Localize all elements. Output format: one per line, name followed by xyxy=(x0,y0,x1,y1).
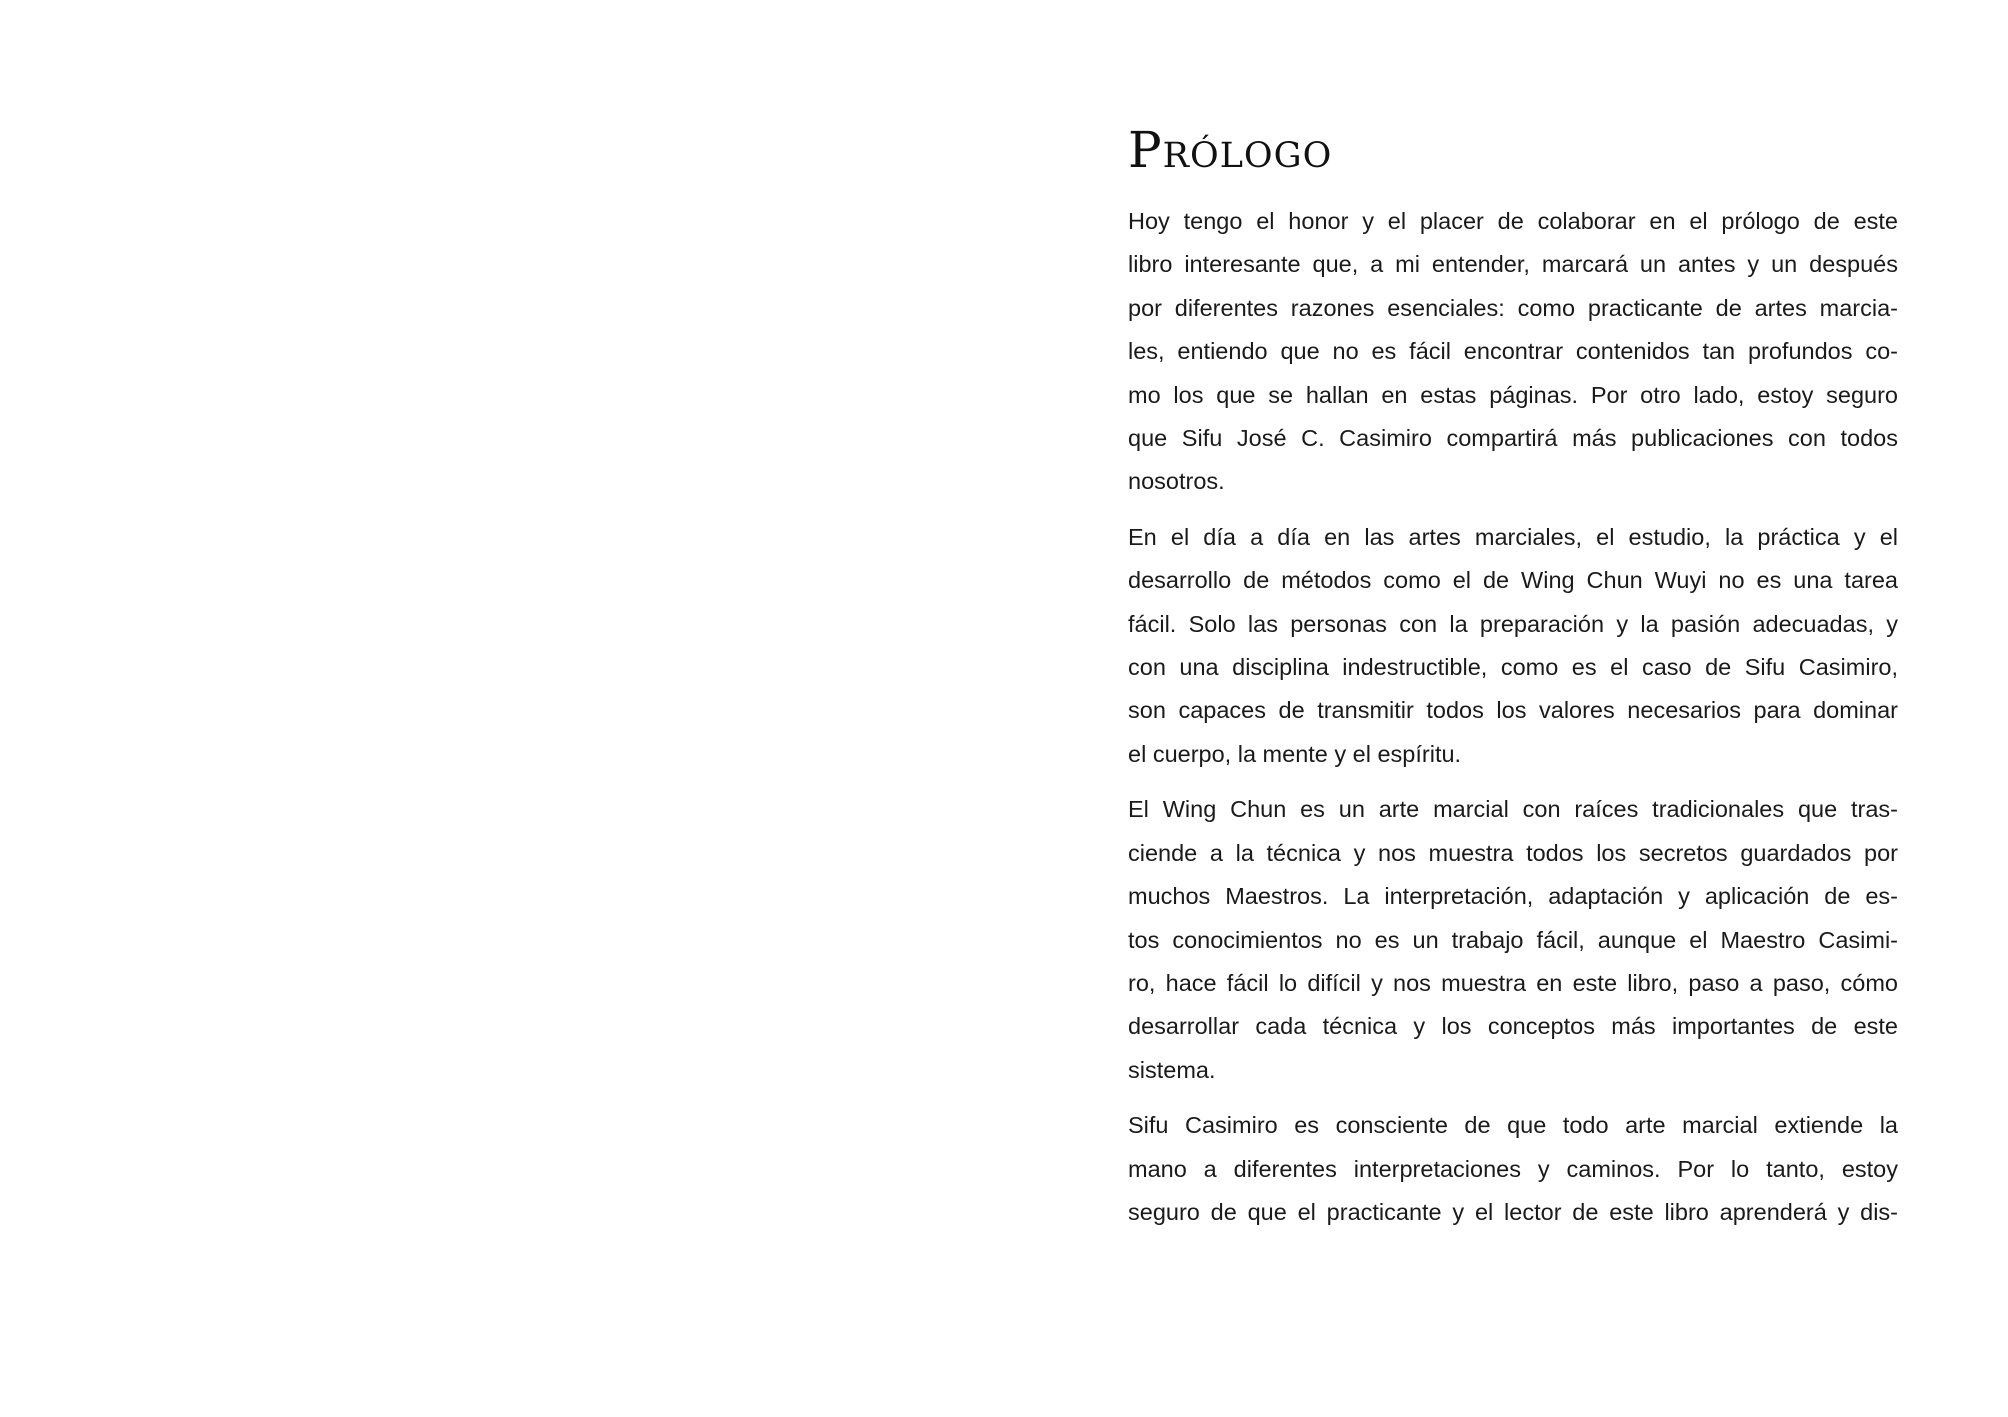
paragraph-2 xyxy=(1128,516,1898,776)
paragraph-1 xyxy=(1128,200,1898,504)
text-line: Sifu Casimiro es consciente de que todo arte marcial extiende la xyxy=(1128,1112,1898,1139)
text-line: mo los que se hallan en estas páginas. Por otro lado, estoy seguro xyxy=(1128,381,1898,408)
text-line: Hoy tengo el honor y el placer de colaborar en el prólogo de este xyxy=(1128,208,1898,234)
text-line: con una disciplina indestructible, como es el caso de Sifu Casimiro, xyxy=(1128,654,1898,681)
text-line: que Sifu José C. Casimiro compartirá más publicaciones con todos xyxy=(1128,425,1898,452)
text-line: seguro de que el practicante y el lector de este libro aprenderá y dis- xyxy=(1128,1198,1898,1225)
text-line: sistema. xyxy=(1128,1056,1216,1083)
text-line: son capaces de transmitir todos los valores necesarios para dominar xyxy=(1128,697,1898,724)
prologue-text-block xyxy=(1128,118,1898,1246)
text-line: les, entiendo que no es fácil encontrar contenidos tan profundos co- xyxy=(1128,338,1898,365)
text-line: desarrollo de métodos como el de Wing Chun Wuyi no es una tarea xyxy=(1128,567,1898,594)
text-line: fácil. Solo las personas con la preparación y la pasión adecuadas, y xyxy=(1128,610,1898,637)
text-line: El Wing Chun es un arte marcial con raíces tradicionales que tras- xyxy=(1128,796,1898,823)
right-page xyxy=(1004,0,2008,1417)
text-line: mano a diferentes interpretaciones y caminos. Por lo tanto, estoy xyxy=(1128,1155,1898,1182)
text-line: nosotros. xyxy=(1128,468,1225,495)
text-line: ciende a la técnica y nos muestra todos los secretos guardados por xyxy=(1128,839,1898,866)
text-line: muchos Maestros. La interpretación, adaptación y aplicación de es- xyxy=(1128,883,1898,910)
text-line: el cuerpo, la mente y el espíritu. xyxy=(1128,740,1462,767)
text-line: tos conocimientos no es un trabajo fácil, aunque el Maestro Casimi- xyxy=(1128,926,1898,953)
text-line: por diferentes razones esenciales: como practicante de artes marcia- xyxy=(1128,294,1898,321)
chapter-title: Prólogo xyxy=(1128,121,1333,179)
paragraph-4 xyxy=(1128,1104,1898,1234)
paragraph-3 xyxy=(1128,788,1898,1092)
text-line: desarrollar cada técnica y los conceptos más importantes de este xyxy=(1128,1013,1898,1040)
text-line: ro, hace fácil lo difícil y nos muestra en este libro, paso a paso, cómo xyxy=(1128,969,1898,996)
text-line: En el día a día en las artes marciales, el estudio, la práctica y el xyxy=(1128,523,1898,550)
text-line: libro interesante que, a mi entender, marcará un antes y un después xyxy=(1128,251,1898,278)
